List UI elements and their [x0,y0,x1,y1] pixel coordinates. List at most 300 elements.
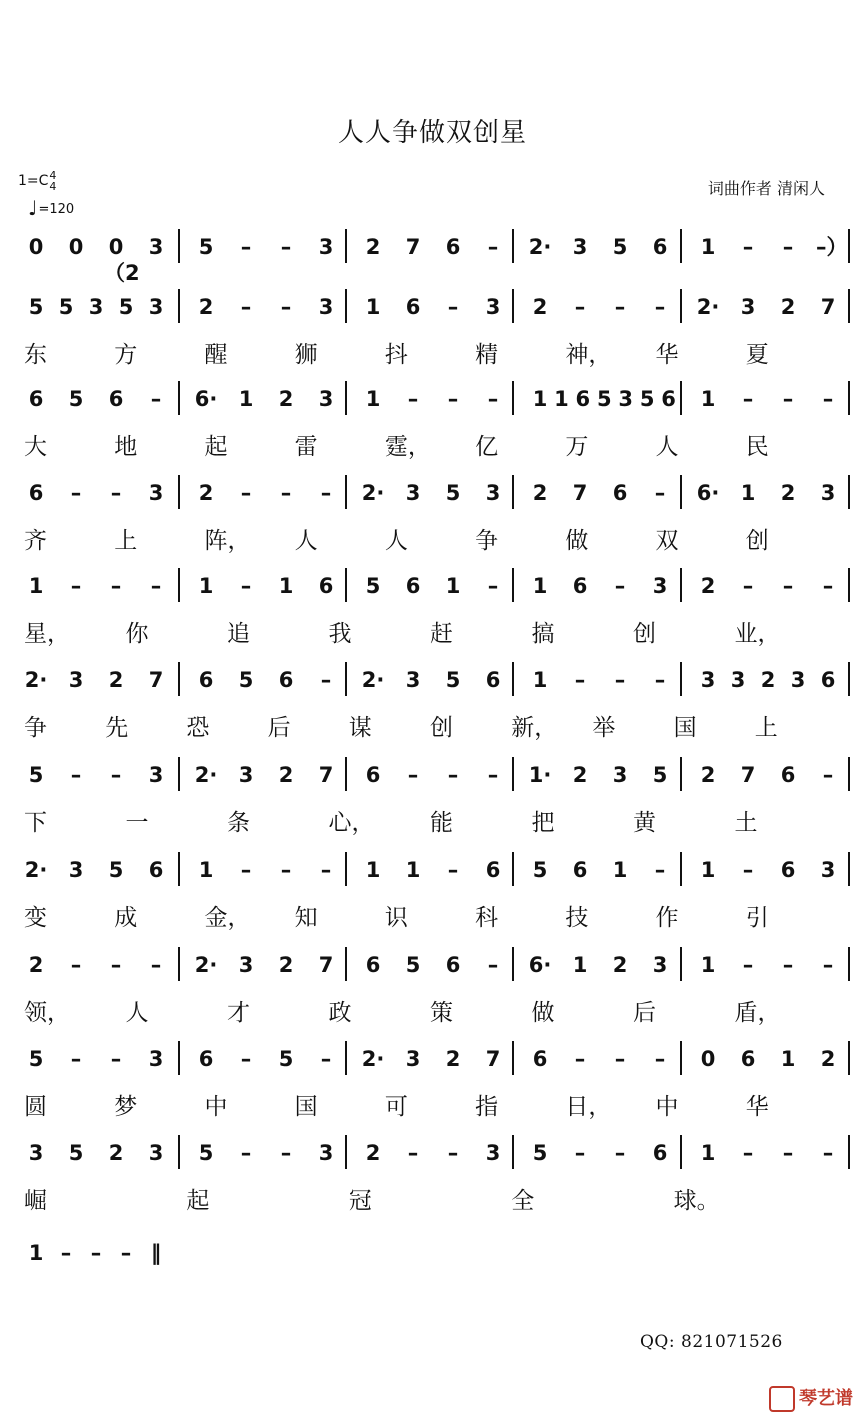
note: 3 [238,953,254,977]
note: 3 [572,235,588,259]
note: 5 [198,235,214,259]
note: 2 [445,1047,461,1071]
lyric-syllable: 国 [294,1094,318,1120]
lyric-syllable: 方 [114,342,138,368]
lyric-syllable: 亿 [475,434,499,460]
note: – [407,387,419,411]
note: ‖ [150,1241,162,1265]
note: – [70,1047,82,1071]
lyric-syllable: 才 [227,1000,250,1026]
barline [178,289,180,323]
note: 3 [148,235,164,259]
note: 1 [278,574,294,598]
barline [848,852,850,886]
note: – [782,1141,794,1165]
lyric-syllable: 心， [328,810,375,836]
lyric-syllable: 领， [24,1000,70,1026]
barline [512,475,514,509]
note: 2 [700,574,716,598]
lyric-syllable: 先 [105,715,129,741]
note: 3 [652,574,668,598]
lyric-syllable: 地 [114,434,138,460]
barline [848,1041,850,1075]
lyric-syllable: 霆， [384,434,431,460]
note: 3 [405,1047,421,1071]
note: 2 [365,235,381,259]
note: – [447,387,459,411]
note: 2 [760,668,776,692]
note: 6 [108,387,124,411]
score-line [0,294,865,384]
lyrics-row [0,340,865,372]
barline [848,229,850,263]
lyric-syllable: 醒 [204,342,228,368]
barline [848,757,850,791]
barline [345,229,347,263]
note: – [280,1141,292,1165]
note: 2· [24,668,48,692]
score-line [0,573,865,663]
barline [345,1135,347,1169]
barline [512,947,514,981]
note: 1 [700,858,716,882]
note: 1 [405,858,421,882]
lyric-syllable: 作 [655,905,679,931]
note: 3 [68,858,84,882]
barline [512,662,514,696]
note: 3 [612,763,628,787]
note: 1 [780,1047,796,1071]
note: 1 [28,1241,44,1265]
site-logo [769,1384,853,1412]
note: 3 [618,387,634,411]
note: 6 [28,481,44,505]
note: 3 [88,295,104,319]
note: 6 [405,295,421,319]
lyric-syllable: 起 [204,434,228,460]
note: – [782,574,794,598]
note: – [280,295,292,319]
note: 1 [28,574,44,598]
notes-row [0,1046,865,1086]
note: – [742,387,754,411]
lyric-syllable: 土 [734,810,758,836]
note: 3 [740,295,756,319]
lyric-syllable: 阵， [204,528,251,554]
note: – [614,1141,626,1165]
note: 3 [148,1047,164,1071]
lyric-syllable: 球。 [673,1188,720,1214]
note: – [70,953,82,977]
note: 1 [572,953,588,977]
barline [345,1041,347,1075]
note: 6 [652,235,668,259]
note: 5 [652,763,668,787]
note: 3 [790,668,806,692]
barline [848,475,850,509]
note: 6 [575,387,591,411]
barline [512,289,514,323]
note: 1 [238,387,254,411]
key-prefix: 1=C [18,173,49,189]
note: 5 [278,1047,294,1071]
note: 2· [24,858,48,882]
tempo-value: =120 [38,202,75,217]
note: 6 [445,953,461,977]
note: 1 [365,858,381,882]
note: – [240,235,252,259]
qq-contact: QQ: 821071526 [640,1332,783,1352]
note: 7 [740,763,756,787]
lyric-syllable: 能 [430,810,453,836]
note: 7 [148,668,164,692]
note: – [320,668,332,692]
notes-row [0,1140,865,1180]
lyric-syllable: 技 [565,905,589,931]
note: – [487,574,499,598]
lyric-syllable: 争 [475,528,499,554]
note: 6· [696,481,720,505]
note: 6 [532,1047,548,1071]
note: 2· [361,668,385,692]
barline [512,568,514,602]
note: 5 [445,668,461,692]
note: 5 [405,953,421,977]
note: – [822,1141,834,1165]
lyric-syllable: 华 [655,342,679,368]
score-line [0,1140,865,1230]
lyric-syllable: 圆 [24,1094,47,1120]
lyric-syllable: 盾， [734,1000,781,1026]
lyric-syllable: 知 [294,905,318,931]
note: 6 [28,387,44,411]
barline [848,1135,850,1169]
note: – [654,668,666,692]
barline [848,381,850,415]
lyric-syllable: 新， [511,715,558,741]
note: 2 [198,481,214,505]
note: 5 [532,858,548,882]
note: 6 [612,481,628,505]
note: – [320,481,332,505]
lyric-syllable: 后 [267,715,291,741]
barline [345,852,347,886]
lyrics-row [0,619,865,651]
lyric-syllable: 雷 [294,434,318,460]
note: 5 [68,387,84,411]
note: 2 [700,763,716,787]
note: 6 [572,858,588,882]
logo-text: 琴艺谱 [799,1388,853,1409]
note: – [574,1141,586,1165]
barline [345,662,347,696]
note: 1 [198,858,214,882]
note: – [407,1141,419,1165]
note: 2 [365,1141,381,1165]
note: 3 [148,481,164,505]
note: – [782,953,794,977]
note: – [822,953,834,977]
lyric-syllable: 条 [227,810,250,836]
note: – [574,295,586,319]
note: 7 [318,763,334,787]
score-line [0,762,865,852]
logo-icon [769,1386,795,1412]
lyric-syllable: 起 [186,1188,210,1214]
note: – [320,1047,332,1071]
notes-row [0,234,865,285]
note: – [742,953,754,977]
note: 1 [532,387,548,411]
lyric-syllable: 可 [384,1094,408,1120]
note: 2· [361,1047,385,1071]
barline [345,757,347,791]
note: 6 [485,668,501,692]
note: 1 [740,481,756,505]
lyric-syllable: 狮 [294,342,318,368]
note: 6 [445,235,461,259]
note: 2 [278,763,294,787]
lyric-syllable: 业， [734,621,781,647]
lyrics-row [0,526,865,558]
note: – [280,235,292,259]
note: 1 [612,858,628,882]
lyric-syllable: 人 [125,1000,149,1026]
note: – [654,295,666,319]
barline [345,947,347,981]
note: – [90,1241,102,1265]
note: – [150,387,162,411]
note: – [447,1141,459,1165]
time-beats: 4 [49,169,57,182]
lyric-syllable: 夏 [745,342,769,368]
note: 1 [365,387,381,411]
note: 7 [405,235,421,259]
note: 3 [485,481,501,505]
barline [512,1041,514,1075]
note: 6 [365,763,381,787]
note: 1 [445,574,461,598]
note: 3 [405,481,421,505]
barline [178,662,180,696]
lyric-syllable: 识 [384,905,408,931]
barline [680,757,682,791]
note: – [280,481,292,505]
notes-row [0,386,865,426]
lyric-syllable: 谋 [348,715,372,741]
note: 6 [652,1141,668,1165]
note: 7 [485,1047,501,1071]
note: 3 [148,1141,164,1165]
note: – [574,1047,586,1071]
note: 6 [365,953,381,977]
lyric-syllable: 民 [745,434,769,460]
note: – [150,574,162,598]
note: 5 [238,668,254,692]
note: 3 [405,668,421,692]
note: 1 [554,387,569,411]
lyric-syllable: 全 [511,1188,535,1214]
notes-row [0,1240,865,1280]
barline [680,947,682,981]
lyric-syllable: 梦 [114,1094,138,1120]
lyric-syllable: 你 [125,621,149,647]
lyric-syllable: 成 [114,905,138,931]
lyric-syllable: 把 [531,810,555,836]
note: 3 [238,763,254,787]
score-line [0,1240,865,1330]
notes-row [0,480,865,520]
note: 2· [361,481,385,505]
lyrics-row [0,1092,865,1124]
note: – [654,481,666,505]
lyrics-row [0,903,865,935]
note: 2 [28,953,44,977]
score-line [0,480,865,570]
note: 3 [485,1141,501,1165]
note: 3 [652,953,668,977]
score-line [0,1046,865,1136]
notes-row [0,857,865,897]
barline [178,229,180,263]
note: 6 [148,858,164,882]
note: – [654,1047,666,1071]
barline [680,289,682,323]
lyric-syllable: 政 [328,1000,352,1026]
note: 6 [198,1047,214,1071]
barline [680,381,682,415]
notes-row [0,952,865,992]
note: – [240,1141,252,1165]
lyric-syllable: 指 [475,1094,499,1120]
note: 3 [700,668,716,692]
note: – [70,763,82,787]
note: – [782,387,794,411]
note: 6 [780,858,796,882]
note: 2 [532,481,548,505]
barline [178,852,180,886]
note: 0 [700,1047,716,1071]
note: – [447,763,459,787]
note: – [614,668,626,692]
lyric-syllable: 中 [655,1094,679,1120]
barline [178,757,180,791]
lyric-syllable: 华 [745,1094,769,1120]
lyric-syllable: 后 [633,1000,656,1026]
note: 6 [485,858,501,882]
lyrics-row [0,713,865,745]
notes-row [0,762,865,802]
lyric-syllable: 金， [204,905,251,931]
score-line [0,386,865,476]
barline [848,947,850,981]
note: 5 [28,295,44,319]
note: – [487,953,499,977]
barline [512,381,514,415]
note: 5 [612,235,628,259]
note: 3 [820,858,836,882]
note: 3 [730,668,746,692]
note: 5 [365,574,381,598]
lyric-syllable: 一 [125,810,149,836]
note: – [120,1241,132,1265]
barline [345,381,347,415]
note: 1 [700,1141,716,1165]
lyric-syllable: 冠 [348,1188,372,1214]
note: – [70,574,82,598]
barline [848,568,850,602]
note: –） [816,235,848,259]
note: 2 [780,295,796,319]
lyric-syllable: 做 [531,1000,555,1026]
note: 1 [700,235,716,259]
note: – [822,387,834,411]
lyrics-row [0,432,865,464]
note: – [447,295,459,319]
barline [178,568,180,602]
note: 1 [532,668,548,692]
barline [512,229,514,263]
barline [680,475,682,509]
note: 6 [405,574,421,598]
note: – [407,763,419,787]
note: 6 [318,574,334,598]
time-unit: 4 [49,180,57,193]
note: 5 [28,1047,44,1071]
lyrics-row [0,1186,865,1218]
note: 1 [700,387,716,411]
notes-row [0,573,865,613]
note: 0 [68,235,84,259]
note: 0 [28,235,44,259]
note: 2 [278,953,294,977]
note: 5 [68,1141,84,1165]
note: 5 [118,295,134,319]
note: 6 [740,1047,756,1071]
note: 6 [661,387,676,411]
note: 1 [700,953,716,977]
lyrics-row [0,998,865,1030]
barline [345,475,347,509]
note: – [742,574,754,598]
note: 6· [194,387,218,411]
note: 2 [108,1141,124,1165]
note: – [240,574,252,598]
note: 3 [148,763,164,787]
note: – [110,481,122,505]
note: – [110,763,122,787]
note: 2 [532,295,548,319]
note: – [487,235,499,259]
barline [848,289,850,323]
note: 3 [148,295,164,319]
note: – [487,387,499,411]
barline [512,757,514,791]
note: 7 [572,481,588,505]
note: – [240,295,252,319]
note: – [320,858,332,882]
score-line [0,857,865,947]
lyric-syllable: 做 [565,528,589,554]
notes-row [0,294,865,334]
note: 5 [108,858,124,882]
score-line [0,952,865,1042]
lyrics-row [0,808,865,840]
note: – [280,858,292,882]
barline [345,568,347,602]
note: 6 [198,668,214,692]
note: – [614,1047,626,1071]
